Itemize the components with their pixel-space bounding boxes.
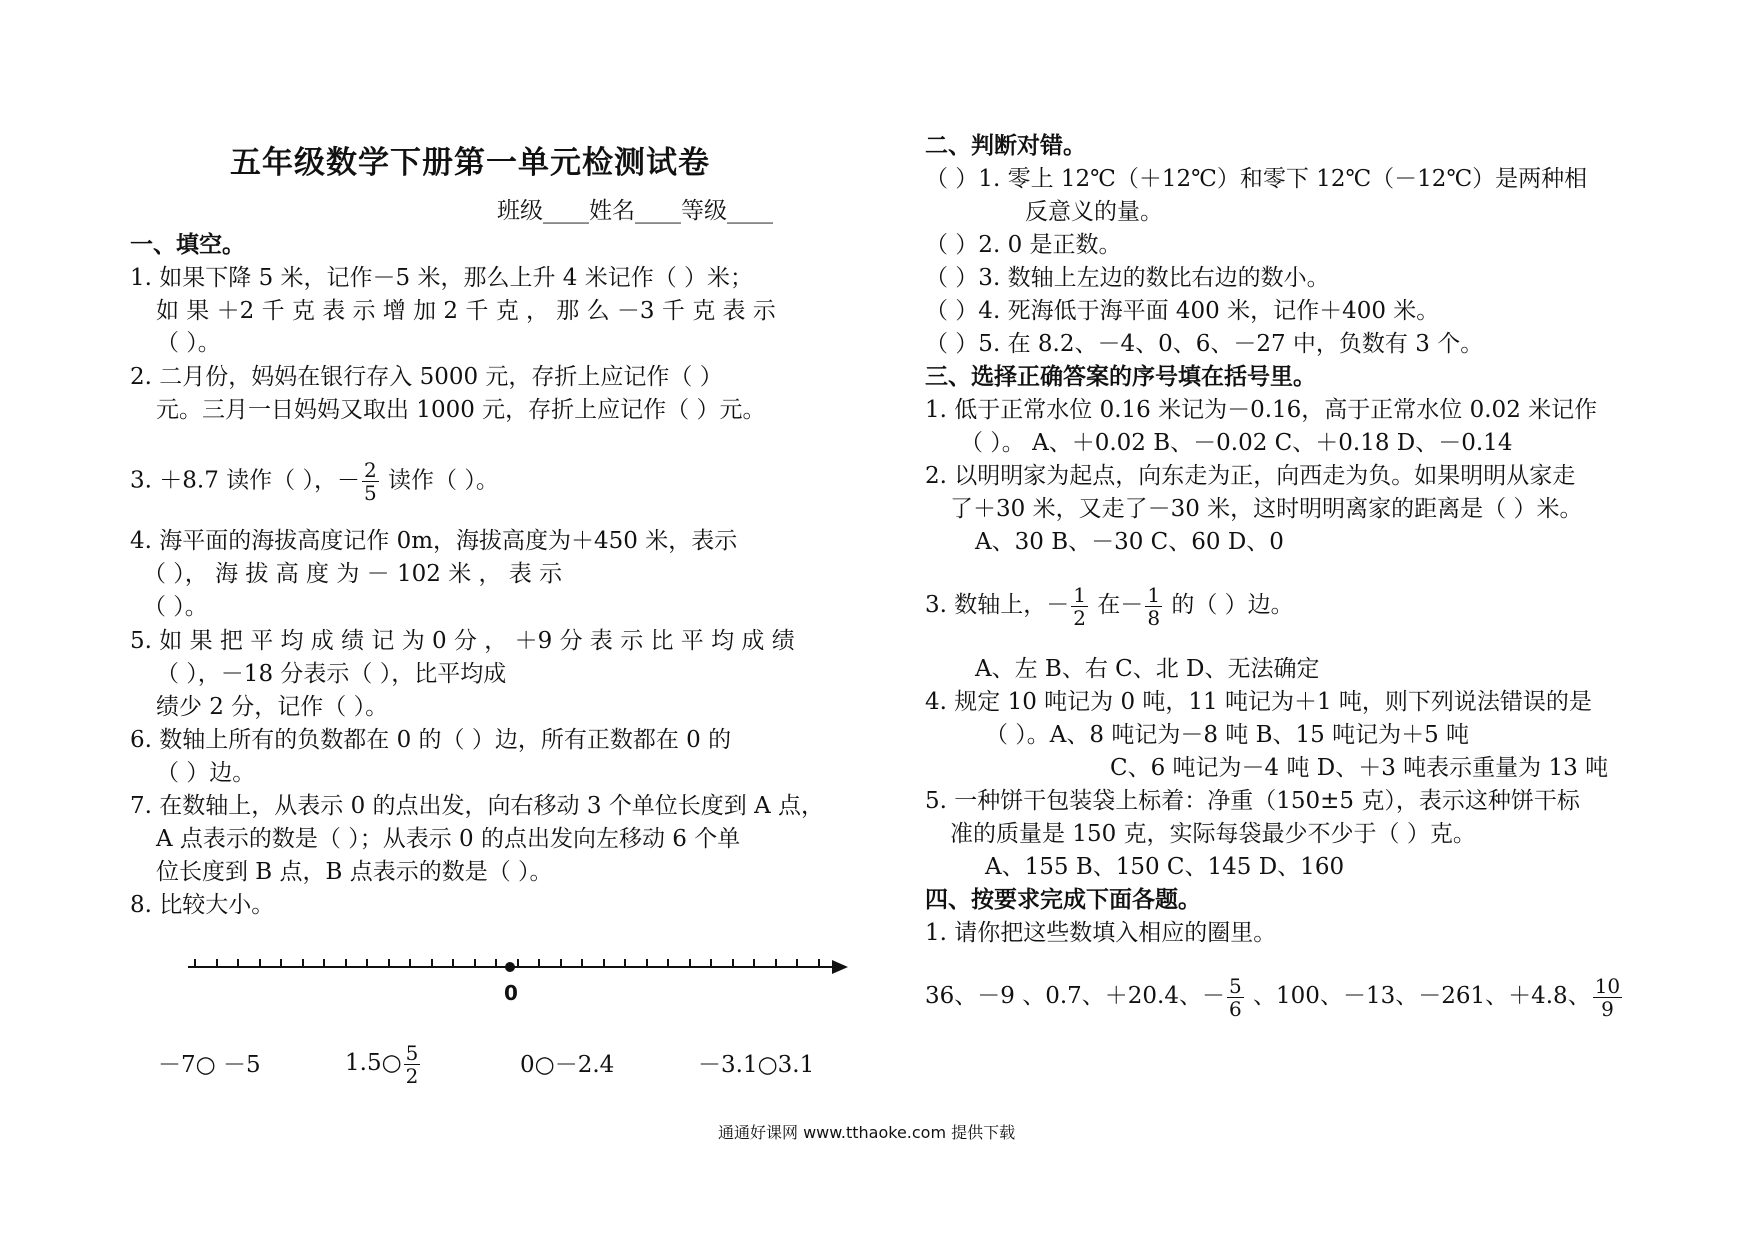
q3-text-post: 读作（ ）。: [380, 467, 499, 494]
number-line-tick: [796, 959, 798, 967]
number-line-tick: [237, 959, 239, 967]
numbers-fraction-2: [1593, 975, 1622, 1020]
section-1-heading: 一、填空。: [130, 232, 245, 258]
q2-line-1: 2. 二月份，妈妈在银行存入 5000 元，存折上应记作（ ）: [130, 364, 723, 390]
choice-3-pre: 3. 数轴上，－: [925, 592, 1070, 618]
q3-text-pre: 3. ＋8.7 读作（ ），－: [130, 467, 360, 494]
choice-3-mid: 在－: [1090, 592, 1144, 618]
numbers-denominator-2: 9: [1601, 996, 1614, 1021]
choice-3-numerator-2: 1: [1147, 582, 1161, 607]
numbers-mid: 、100、－13、－261、＋4.8、: [1245, 983, 1591, 1009]
choice-1-line-2: （ ）。 A、＋0.02 B、－0.02 C、＋0.18 D、－0.14: [960, 430, 1513, 456]
compare-2-denominator: 2: [405, 1063, 419, 1088]
judge-1-line-1: （ ）1. 零上 12℃（＋12℃）和零下 12℃（－12℃）是两种相: [925, 166, 1588, 192]
choice-5-line-1: 5. 一种饼干包装袋上标着：净重（150±5 克），表示这种饼干标: [925, 788, 1580, 814]
q6-line-1: 6. 数轴上所有的负数都在 0 的（ ）边，所有正数都在 0 的: [130, 727, 732, 753]
number-line-zero-point: [505, 962, 515, 972]
number-line-tick: [259, 959, 261, 967]
choice-3-line: [925, 580, 1294, 630]
q4-line-2: （ ）， 海 拔 高 度 为 － 102 米 ， 表 示: [143, 561, 563, 587]
choice-3-post: 的（ ）边。: [1164, 592, 1294, 618]
number-line-tick: [689, 959, 691, 967]
numbers-numerator-2: 10: [1594, 973, 1621, 998]
number-line-tick: [624, 959, 626, 967]
compare-2: [345, 1038, 422, 1088]
number-line-tick: [280, 959, 282, 967]
choice-5-options: A、155 B、150 C、145 D、160: [985, 854, 1345, 880]
choice-2-options: A、30 B、－30 C、60 D、0: [975, 529, 1284, 555]
compare-4: －3.1○3.1: [698, 1052, 815, 1078]
compare-2-fraction: [404, 1042, 421, 1087]
page-title: 五年级数学下册第一单元检测试卷: [230, 145, 710, 181]
number-line-tick: [538, 959, 540, 967]
judge-4: （ ）4. 死海低于海平面 400 米，记作＋400 米。: [925, 298, 1440, 324]
q4-line-3: （ ）。: [143, 594, 208, 620]
q3-numerator: 2: [363, 458, 377, 482]
number-line-tick: [646, 959, 648, 967]
judge-1-line-2: 反意义的量。: [1025, 199, 1163, 225]
number-line-tick: [388, 959, 390, 967]
section-2-heading: 二、判断对错。: [925, 133, 1086, 159]
q7-line-1: 7. 在数轴上，从表示 0 的点出发，向右移动 3 个单位长度到 A 点，: [130, 793, 824, 819]
q5-line-3: 绩少 2 分，记作（ ）。: [156, 694, 389, 720]
number-line-tick: [495, 959, 497, 967]
q4-line-1: 4. 海平面的海拔高度记作 0m，海拔高度为＋450 米，表示: [130, 528, 738, 554]
compare-2-numerator: 5: [405, 1040, 419, 1065]
number-line-tick: [667, 959, 669, 967]
q5-line-2: （ ），－18 分表示（ ），比平均成: [156, 661, 507, 687]
number-line-tick: [302, 959, 304, 967]
q3-line: [130, 459, 499, 504]
q2-line-2: 元。三月一日妈妈又取出 1000 元，存折上应记作（ ）元。: [156, 397, 766, 423]
number-line-tick: [409, 959, 411, 967]
compare-2-pre: 1.5○: [345, 1050, 402, 1076]
number-line-tick: [517, 959, 519, 967]
choice-3-denominator-1: 2: [1073, 605, 1086, 630]
choice-4-line-2: （ ）。A、8 吨记为－8 吨 B、15 吨记为＋5 吨: [985, 722, 1470, 748]
section-3-heading: 三、选择正确答案的序号填在括号里。: [925, 364, 1316, 390]
q1-line-1: 1. 如果下降 5 米，记作－5 米，那么上升 4 米记作（ ）米；: [130, 265, 754, 291]
q8-line: 8. 比较大小。: [130, 892, 275, 918]
judge-3: （ ）3. 数轴上左边的数比右边的数小。: [925, 265, 1330, 291]
fill-1: 1. 请你把这些数填入相应的圈里。: [925, 920, 1277, 946]
choice-3-numerator-1: 1: [1073, 582, 1086, 607]
q1-line-2: 如 果 ＋2 千 克 表 示 增 加 2 千 克 ， 那 么 －3 千 克 表 示: [156, 298, 776, 324]
number-line-zero-label: 0: [504, 981, 518, 1005]
q3-fraction: [362, 459, 379, 504]
number-line-tick: [474, 959, 476, 967]
number-line-tick: [710, 959, 712, 967]
number-line-tick: [818, 959, 820, 967]
choice-3-fraction-1: [1071, 584, 1088, 629]
number-line: [188, 956, 848, 1005]
judge-2: （ ）2. 0 是正数。: [925, 232, 1122, 258]
header-fields: 班级____姓名____等级____: [497, 198, 773, 224]
choice-5-line-2: 准的质量是 150 克，实际每袋最少不少于（ ）克。: [950, 821, 1476, 847]
numbers-numerator-1: 5: [1229, 973, 1242, 998]
q3-denominator: 5: [363, 481, 377, 505]
choice-4-line-1: 4. 规定 10 吨记为 0 吨，11 吨记为＋1 吨，则下列说法错误的是: [925, 689, 1592, 715]
number-line-tick: [345, 959, 347, 967]
number-line-arrow-icon: [832, 960, 848, 974]
number-line-tick: [366, 959, 368, 967]
q6-line-2: （ ）边。: [156, 760, 256, 786]
section-4-heading: 四、按要求完成下面各题。: [925, 887, 1201, 913]
number-line-tick: [452, 959, 454, 967]
number-line-tick: [732, 959, 734, 967]
choice-3-options: A、左 B、右 C、北 D、无法确定: [975, 656, 1320, 682]
numbers-pre: 36、－9 、0.7、＋20.4、－: [925, 983, 1225, 1009]
footer-credit: 通通好课网 www.tthaoke.com 提供下载: [718, 1123, 1016, 1142]
number-line-tick: [560, 959, 562, 967]
compare-1: －7○ －5: [158, 1052, 261, 1078]
q7-line-2: A 点表示的数是（ ）；从表示 0 的点出发向左移动 6 个单: [156, 826, 741, 852]
choice-2-line-2: 了＋30 米，又走了－30 米，这时明明离家的距离是（ ）米。: [950, 496, 1583, 522]
choice-2-line-1: 2. 以明明家为起点，向东走为正，向西走为负。如果明明从家走: [925, 463, 1576, 489]
q5-line-1: 5. 如 果 把 平 均 成 绩 记 为 0 分 ， ＋9 分 表 示 比 平 均 成 绩: [130, 628, 795, 654]
number-line-tick: [216, 959, 218, 967]
judge-5: （ ）5. 在 8.2、－4、0、6、－27 中，负数有 3 个。: [925, 331, 1484, 357]
numbers-line: [925, 968, 1624, 1024]
choice-3-denominator-2: 8: [1147, 605, 1161, 630]
choice-3-fraction-2: [1145, 584, 1162, 629]
choice-1-line-1: 1. 低于正常水位 0.16 米记为－0.16，高于正常水位 0.02 米记作: [925, 397, 1598, 423]
number-line-tick: [194, 959, 196, 967]
number-line-tick: [775, 959, 777, 967]
q1-line-3: （ ）。: [156, 330, 221, 356]
numbers-denominator-1: 6: [1229, 996, 1242, 1021]
number-line-tick: [323, 959, 325, 967]
numbers-fraction-1: [1227, 975, 1244, 1020]
number-line-tick: [581, 959, 583, 967]
number-line-tick: [431, 959, 433, 967]
choice-4-line-3: C、6 吨记为－4 吨 D、＋3 吨表示重量为 13 吨: [1110, 755, 1609, 781]
compare-3: 0○－2.4: [520, 1052, 615, 1078]
number-line-tick: [603, 959, 605, 967]
number-line-tick: [753, 959, 755, 967]
q7-line-3: 位长度到 B 点，B 点表示的数是（ ）。: [156, 859, 553, 885]
